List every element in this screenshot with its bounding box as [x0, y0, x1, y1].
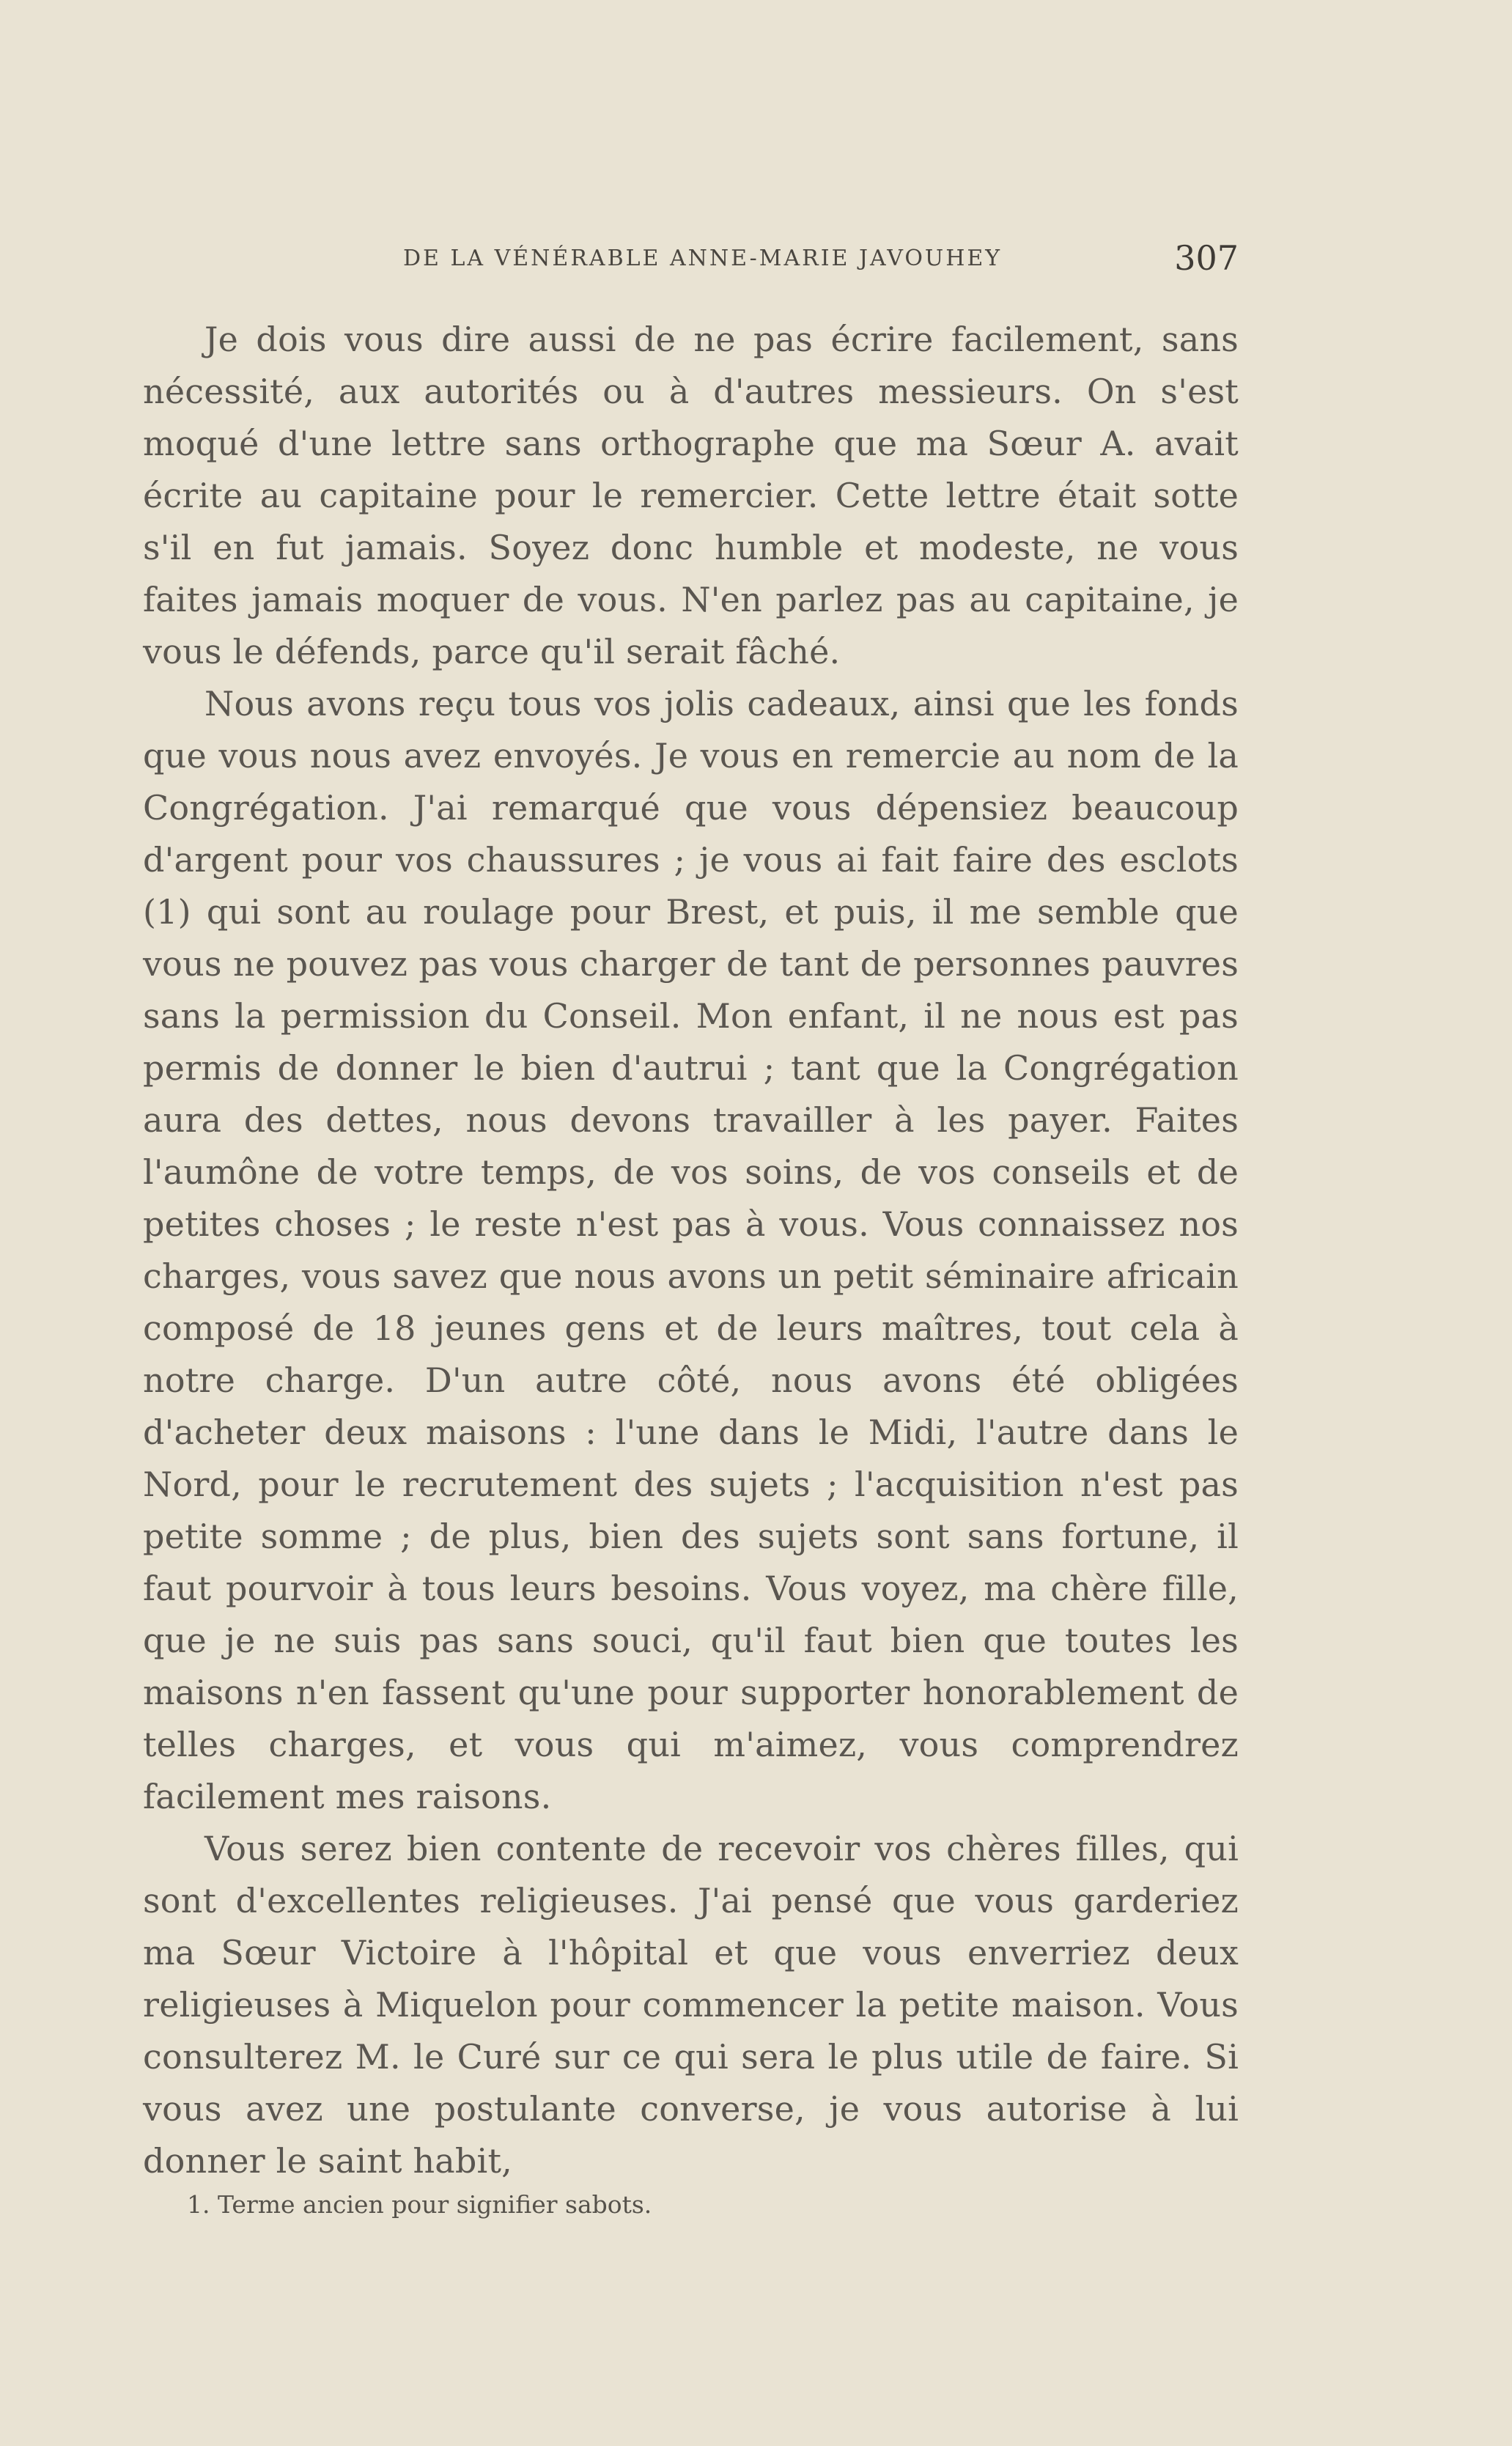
footnote: 1. Terme ancien pour signifier sabots. [187, 2190, 652, 2219]
paragraph: Je dois vous dire aussi de ne pas écrire facilement, sans nécessité, aux autorités ou à d'autres messieurs. On s'est moqué d'une lettre sans orthographe que ma Sœur A. avait écrite au capitaine pour le remercier. Cette lettre était sotte s'il en fut jamais. Soyez donc humble et modeste, ne vous faites jamais moquer de vous. N'en parlez pas au capitaine, je vous le défends, parce qu'il serait fâché. [143, 320, 1239, 671]
page-number: 307 [1174, 238, 1239, 278]
paragraph: Vous serez bien contente de recevoir vos chères filles, qui sont d'excellentes religieuses. J'ai pensé que vous garderiez ma Sœur Victoire à l'hôpital et que vous enverriez deux religieuses à Miquelon pour commencer la petite maison. Vous consulterez M. le Curé sur ce qui sera le plus utile de faire. Si vous avez une postulante converse, je vous autorise à lui donner le saint habit, [143, 1829, 1239, 2181]
body-text [143, 314, 1239, 2187]
paragraph: Nous avons reçu tous vos jolis cadeaux, ainsi que les fonds que vous nous avez envoyés. Je vous en remercie au nom de la Congrégation. J'ai remarqué que vous dépensiez beaucoup d'argent pour vos chaussures ; je vous ai fait faire des esclots (1) qui sont au roulage pour Brest, et puis, il me semble que vous ne pouvez pas vous charger de tant de personnes pauvres sans la permission du Conseil. Mon enfant, il ne nous est pas permis de donner le bien d'autrui ; tant que la Congrégation aura des dettes, nous devons travailler à les payer. Faites l'aumône de votre temps, de vos soins, de vos conseils et de petites choses ; le reste n'est pas à vous. Vous connaissez nos charges, vous savez que nous avons un petit séminaire africain composé de 18 jeunes gens et de leurs maîtres, tout cela à notre charge. D'un autre côté, nous avons été obligées d'acheter deux maisons : l'une dans le Midi, l'autre dans le Nord, pour le recrutement des sujets ; l'acquisition n'est pas petite somme ; de plus, bien des sujets sont sans fortune, il faut pourvoir à tous leurs besoins. Vous voyez, ma chère fille, que je ne suis pas sans souci, qu'il faut bien que toutes les maisons n'en fassent qu'une pour supporter honorablement de telles charges, et vous qui m'aimez, vous comprendrez facilement mes raisons. [143, 684, 1239, 1816]
running-head [143, 238, 1239, 282]
running-title: DE LA VÉNÉRABLE ANNE-MARIE JAVOUHEY [403, 246, 1003, 271]
